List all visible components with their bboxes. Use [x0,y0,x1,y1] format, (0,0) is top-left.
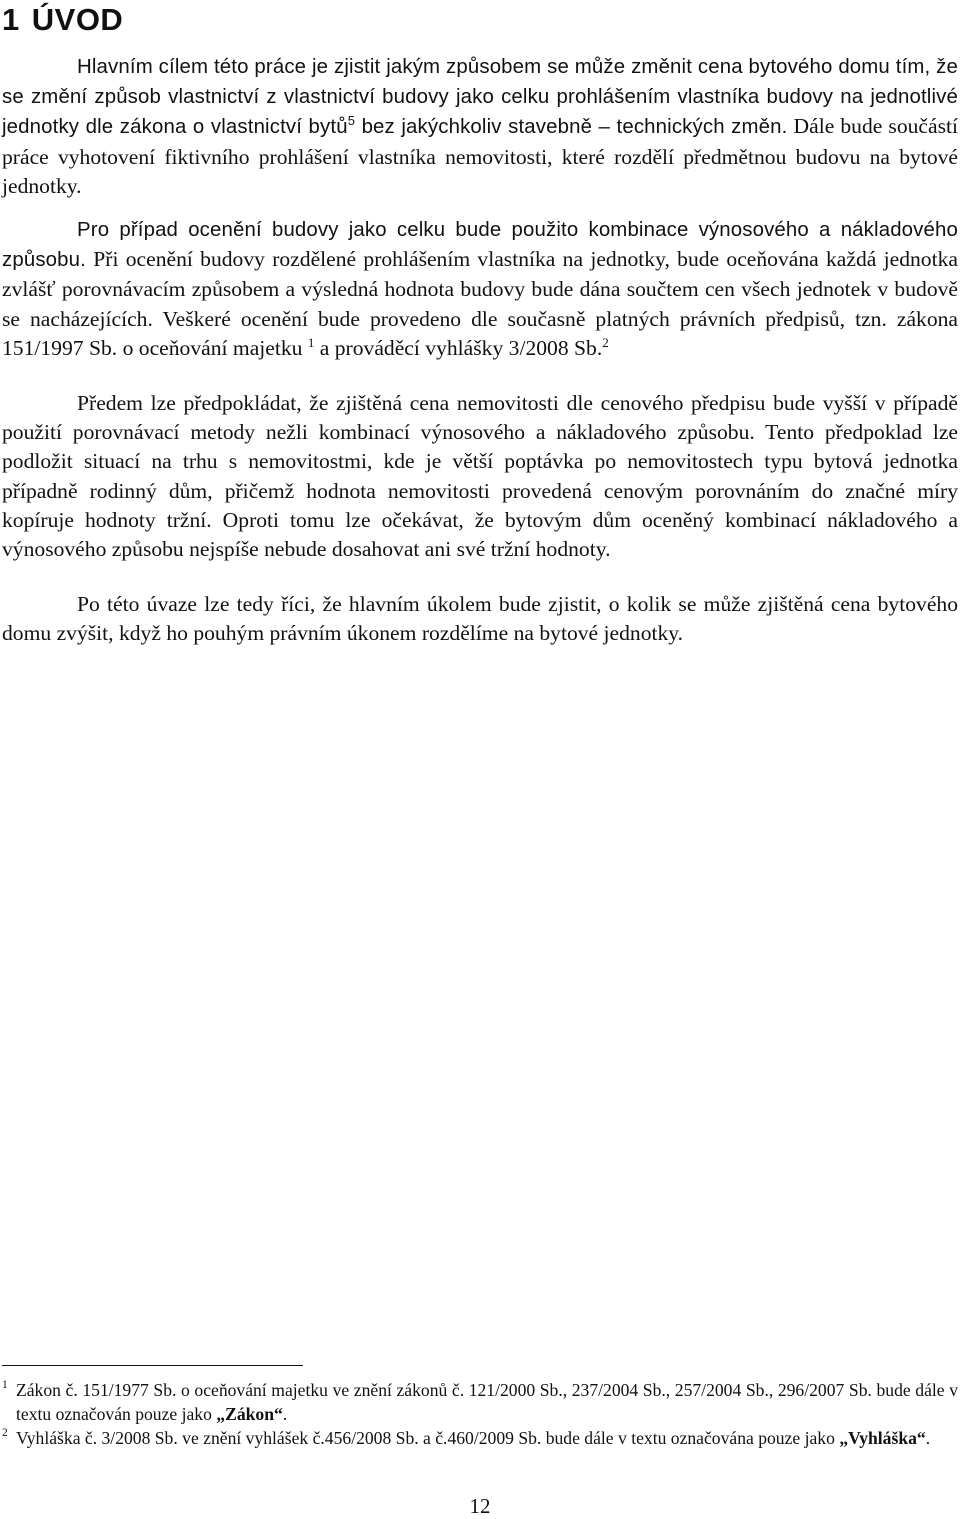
chapter-title: ÚVOD [31,2,124,37]
footnote-2-mark: 2 [2,1427,8,1439]
footnote-1-text: Zákon č. 151/1977 Sb. o oceňování majetku ve znění zákonů č. 121/2000 Sb., 237/2004 Sb., 257/2004 Sb., 296/2007 Sb. bude dále v textu označován pouze jako [16,1380,958,1424]
paragraph-method [2,215,958,363]
footnote-divider [2,1365,303,1366]
footnote-ref-2: 2 [602,334,609,350]
paragraph-method-part3: a prováděcí vyhlášky 3/2008 Sb. [314,335,603,360]
footnote-ref-1: 1 [307,334,315,350]
footnote-2-term: „Vyhláška“ [839,1428,926,1448]
page-number: 12 [469,1494,491,1518]
footnote-2 [2,1426,958,1450]
paragraph-method-part2: Při ocenění budovy rozdělené prohlášením vlastníka na jednotky, bude oceňována každá jednotka zvlášť porovnávacím způsobem a výsledná hodnota budovy bude dána součtem cen všech jednotek v budově se nacházejících. Veškeré ocenění bude provedeno dle současně platných právních předpisů, tzn. zákona 151/1997 Sb. o oceňování majetku [2,247,958,360]
footnote-ref-5: 5 [347,113,356,129]
footnote-1-mark: 1 [2,1379,8,1391]
paragraph-intro-part2: bez jakýchkoliv stavebně – technických změn. [355,116,788,139]
main-text [2,52,958,649]
paragraph-method-part1: Pro případ ocenění budovy jako celku bude použito kombinace výnosového a nákladového způsobu. [2,219,958,272]
footnote-1-end: . [282,1404,288,1424]
paragraph-conclusion: Po této úvaze lze tedy říci, že hlavním úkolem bude zjistit, o kolik se může zjištěná cena bytového domu zvýšit, když ho pouhým právním úkonem rozdělíme na bytové jednotky. [2,592,958,646]
footnote-1 [2,1378,958,1426]
paragraph-assumption: Předem lze předpokládat, že zjištěná cena nemovitosti dle cenového předpisu bude vyšší v případě použití porovnávací metody nežli kombinací výnosového a nákladového způsobu. Tento předpoklad lze podložit situací na trhu s nemovitostmi, kde je větší poptávka po nemovitostech typu bytová jednotka případně rodinný dům, přičemž hodnota nemovitosti provedená cenovým porovnáním do značné míry kopíruje hodnoty tržní. Oproti tomu lze očekávat, že bytovým dům oceněný kombinací nákladového a výnosového způsobu nejspíše nebude dosahovat ani své tržní hodnoty. [2,391,958,562]
footnotes [2,1378,958,1450]
footnote-2-end: . [925,1428,931,1448]
footnote-1-term: „Zákon“ [216,1404,283,1424]
paragraph-intro [2,52,958,201]
paragraph-intro-part3: Dále bude součástí práce vyhotovení fiktivního prohlášení vlastníka nemovitosti, které rozdělí předmětnou budovu na bytové jednotky. [2,114,958,198]
footnote-2-text: Vyhláška č. 3/2008 Sb. ve znění vyhlášek č.456/2008 Sb. a č.460/2009 Sb. bude dále v textu označována pouze jako [16,1428,840,1448]
chapter-heading [2,0,123,40]
chapter-number: 1 [2,2,20,37]
paragraph-intro-part1: Hlavním cílem této práce je zjistit jakým způsobem se může změnit cena bytového domu tím, že se změní způsob vlastnictví z vlastnictví budovy jako celku prohlášením vlastníka budovy na jednotlivé jednotky dle zákona o vlastnictví bytů [2,56,958,139]
